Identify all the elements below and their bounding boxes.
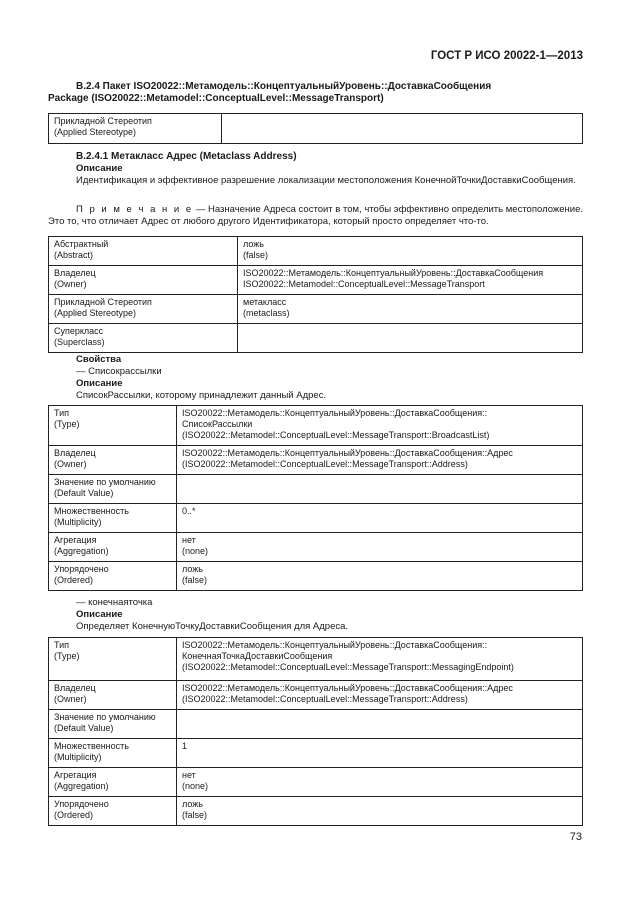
row-value: ложь — [182, 799, 203, 809]
section-heading-english: Package (ISO20022::Metamodel::ConceptualLevel::MessageTransport) — [48, 93, 384, 104]
row-key-en: (Applied Stereotype) — [54, 308, 137, 318]
row-value: (false) — [182, 575, 208, 585]
row-key-en: (Owner) — [54, 694, 87, 704]
row-key-ru: Владелец — [54, 448, 96, 458]
row-key-ru: Тип — [54, 408, 70, 418]
row-value: метакласс — [243, 297, 287, 307]
table-row — [49, 533, 583, 562]
table-row — [49, 768, 583, 797]
row-value: 0..* — [182, 506, 196, 516]
row-key-en: (Type) — [54, 419, 80, 429]
row-value: ISO20022::Метамодель::КонцептуальныйУровень::ДоставкаСообщения:: — [182, 408, 488, 418]
row-key-ru: Агрегация — [54, 770, 97, 780]
page-number: 73 — [569, 831, 582, 843]
property-description-label: Описание — [76, 609, 123, 620]
row-value: (ISO20022::Metamodel::ConceptualLevel::MessageTransport::Address) — [182, 459, 468, 469]
row-value: ISO20022::Metamodel::ConceptualLevel::MessageTransport — [243, 279, 485, 289]
row-key-en: (Abstract) — [54, 250, 94, 260]
row-key-ru: Значение по умолчанию — [54, 712, 156, 722]
row-value: (ISO20022::Metamodel::ConceptualLevel::MessageTransport::Address) — [182, 694, 468, 704]
row-key-ru: Тип — [54, 640, 70, 650]
metaclass-heading: B.2.4.1 Метакласс Адрес (Metaclass Address) — [76, 151, 297, 162]
properties-label: Свойства — [76, 354, 122, 365]
row-key-en: (Multiplicity) — [54, 517, 102, 527]
table-row — [49, 237, 583, 266]
property-name: — конечнаяточка — [76, 597, 153, 608]
package-table — [48, 113, 583, 144]
property-description-label: Описание — [76, 378, 123, 389]
row-value: ISO20022::Метамодель::КонцептуальныйУровень::ДоставкаСообщения::Адрес — [182, 683, 513, 693]
row-key-en: (Default Value) — [54, 723, 114, 733]
table-row — [49, 797, 583, 826]
row-value: (false) — [243, 250, 269, 260]
row-value: нет — [182, 770, 196, 780]
row-value: КонечнаяТочкаДоставкиСообщения — [182, 651, 333, 661]
table-row — [49, 114, 583, 144]
document-header: ГОСТ Р ИСО 20022-1—2013 — [430, 50, 583, 62]
row-key-ru: Прикладной Стереотип — [54, 116, 152, 126]
row-value: СписокРассылки — [182, 419, 253, 429]
table-row — [49, 295, 583, 324]
metaclass-description-label: Описание — [76, 163, 123, 174]
row-key-ru: Множественность — [54, 506, 129, 516]
row-value: ISO20022::Метамодель::КонцептуальныйУровень::ДоставкаСообщения:: — [182, 640, 488, 650]
row-key-en: (Aggregation) — [54, 546, 109, 556]
row-key-ru: Упорядочено — [54, 564, 109, 574]
row-key-ru: Множественность — [54, 741, 129, 751]
note-text: — Назначение Адреса состоит в том, чтобы эффективно определить местоположение. Это то, что отличает Адрес от любого другого Идентификатора, который просто определяет что-то. — [48, 204, 584, 227]
table-row — [49, 446, 583, 475]
row-key-en: (Ordered) — [54, 810, 94, 820]
property-table-endpoint — [48, 637, 583, 826]
row-value: (none) — [182, 546, 209, 556]
row-value: нет — [182, 535, 196, 545]
row-value: ISO20022::Метамодель::КонцептуальныйУровень::ДоставкаСообщения::Адрес — [182, 448, 513, 458]
property-table-broadcastlist — [48, 405, 583, 591]
row-key-en: (Applied Stereotype) — [54, 127, 137, 137]
row-value: (false) — [182, 810, 208, 820]
row-key-en: (Default Value) — [54, 488, 114, 498]
row-key-ru: Суперкласс — [54, 326, 104, 336]
table-row — [49, 638, 583, 681]
metaclass-description: Идентификация и эффективное разрешение локализации местоположения КонечнойТочкиДоставкиСообщения. — [76, 175, 576, 186]
row-value: (ISO20022::Metamodel::ConceptualLevel::MessageTransport::BroadcastList) — [182, 430, 490, 440]
property-description: СписокРассылки, которому принадлежит данный Адрес. — [76, 390, 327, 401]
row-key-ru: Упорядочено — [54, 799, 109, 809]
table-row — [49, 562, 583, 591]
property-description: Определяет КонечнуюТочкуДоставкиСообщения для Адреса. — [76, 621, 349, 632]
section-heading: B.2.4 Пакет ISO20022::Метамодель::КонцептуальныйУровень::ДоставкаСообщения — [76, 81, 492, 92]
row-value: ISO20022::Метамодель::КонцептуальныйУровень::ДоставкаСообщения — [243, 268, 544, 278]
row-key-ru: Агрегация — [54, 535, 97, 545]
row-key-ru: Владелец — [54, 683, 96, 693]
row-key-ru: Значение по умолчанию — [54, 477, 156, 487]
table-row — [49, 739, 583, 768]
row-value: (none) — [182, 781, 209, 791]
row-key-ru: Прикладной Стереотип — [54, 297, 152, 307]
row-key-ru: Абстрактный — [54, 239, 109, 249]
row-key-en: (Aggregation) — [54, 781, 109, 791]
row-value: 1 — [182, 741, 188, 751]
table-row — [49, 406, 583, 446]
row-key-en: (Type) — [54, 651, 80, 661]
row-key-en: (Owner) — [54, 279, 87, 289]
row-key-ru: Владелец — [54, 268, 96, 278]
table-row — [49, 681, 583, 710]
row-key-en: (Ordered) — [54, 575, 94, 585]
row-key-en: (Superclass) — [54, 337, 105, 347]
table-row — [49, 475, 583, 504]
table-row — [49, 710, 583, 739]
note-label: П р и м е ч а н и е — [76, 204, 194, 215]
row-value: (metaclass) — [243, 308, 290, 318]
property-name: — Списокрассылки — [76, 366, 162, 377]
table-row — [49, 324, 583, 353]
row-value: ложь — [182, 564, 203, 574]
row-key-en: (Owner) — [54, 459, 87, 469]
table-row — [49, 504, 583, 533]
row-key-en: (Multiplicity) — [54, 752, 102, 762]
metaclass-table — [48, 236, 583, 353]
metaclass-note — [48, 204, 583, 228]
row-value: ложь — [243, 239, 264, 249]
table-row — [49, 266, 583, 295]
row-value: (ISO20022::Metamodel::ConceptualLevel::MessageTransport::MessagingEndpoint) — [182, 662, 514, 672]
